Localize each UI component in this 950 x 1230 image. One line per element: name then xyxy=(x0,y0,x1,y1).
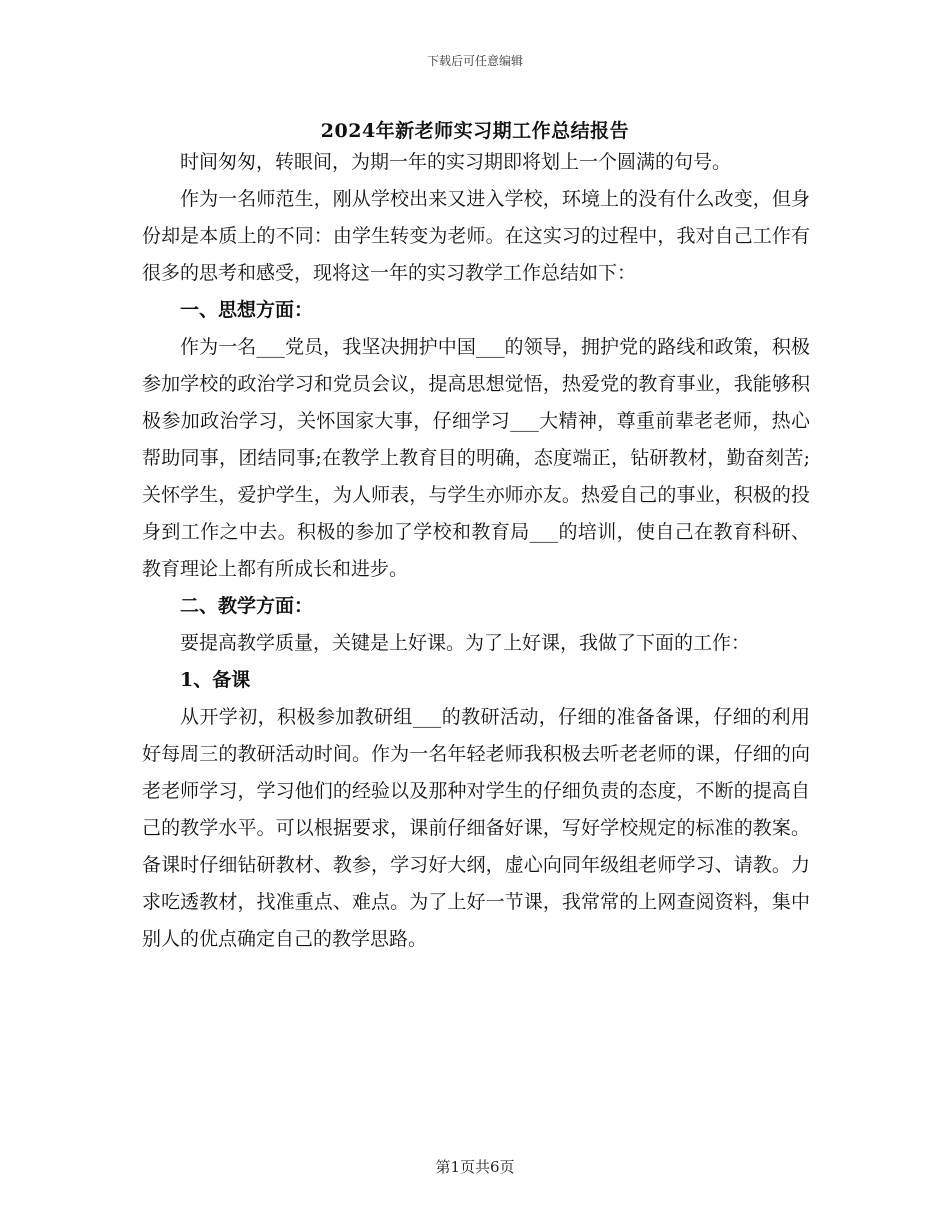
paragraph-lesson-prep: 从开学初，积极参加教研组___的教研活动，仔细的准备备课，仔细的利用好每周三的教研活动时间。作为一名年轻老师我积极去听老老师的课，仔细的向老老师学习，学习他们的经验以及那种对学生的仔细负责的态度，不断的提高自己的教学水平。可以根据要求，课前仔细备好课，写好学校规定的标准的教案。备课时仔细钻研教材、教参，学习好大纲，虚心向同年级组老师学习、请教。力求吃透教材，找准重点、难点。为了上好一节课，我常常的上网查阅资料，集中别人的优点确定自己的教学思路。 xyxy=(142,706,810,950)
page-header-note: 下载后可任意编辑 xyxy=(426,54,523,68)
document-title: 2024年新老师实习期工作总结报告 xyxy=(320,120,630,142)
page-number-footer: 第1页共6页 xyxy=(435,1158,515,1176)
section-heading-teaching: 二、教学方面： xyxy=(180,595,314,617)
document-body xyxy=(142,144,810,958)
paragraph-background: 作为一名师范生，刚从学校出来又进入学校，环境上的没有什么改变，但身份却是本质上的不同：由学生转变为老师。在这实习的过程中，我对自己工作有很多的思考和感受，现将这一年的实习教学工作总结如下： xyxy=(142,188,810,284)
paragraph-intro: 时间匆匆，转眼间，为期一年的实习期即将划上一个圆满的句号。 xyxy=(180,151,732,173)
paragraph-thought: 作为一名___党员，我坚决拥护中国___的领导，拥护党的路线和政策，积极参加学校的政治学习和党员会议，提高思想觉悟，热爱党的教育事业，我能够积极参加政治学习，关怀国家大事，仔细学习___大精神，尊重前辈老老师，热心帮助同事，团结同事;在教学上教育目的明确，态度端正，钻研教材，勤奋刻苦;关怀学生，爱护学生，为人师表，与学生亦师亦友。热爱自己的事业，积极的投身到工作之中去。积极的参加了学校和教育局___的培训，使自己在教育科研、教育理论上都有所成长和进步。 xyxy=(142,336,810,580)
paragraph-teaching-intro: 要提高教学质量，关键是上好课。为了上好课，我做了下面的工作： xyxy=(180,632,751,654)
subsection-heading-lesson-prep: 1、备课 xyxy=(180,669,251,691)
section-heading-thought: 一、思想方面： xyxy=(180,299,314,321)
